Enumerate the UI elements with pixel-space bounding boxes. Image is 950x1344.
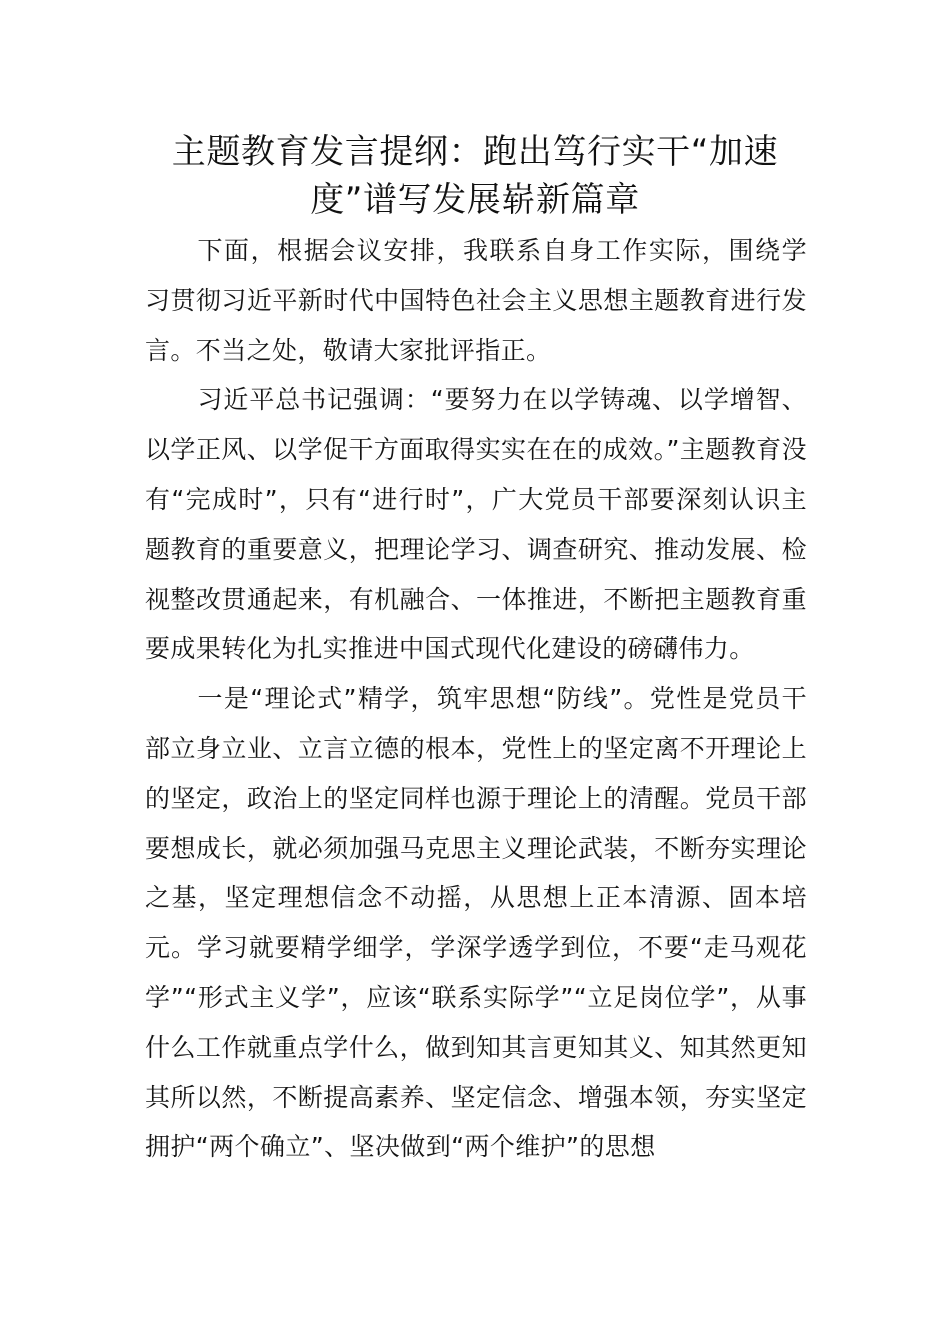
paragraph-intro: 下面，根据会议安排，我联系自身工作实际，围绕学习贯彻习近平新时代中国特色社会主义思想主题教育进行发言。不当之处，敬请大家批评指正。 xyxy=(145,236,807,365)
document-title xyxy=(140,128,810,224)
paragraph-quote: 习近平总书记强调：“要努力在以学铸魂、以学增智、以学正风、以学促干方面取得实实在在的成效。”主题教育没有“完成时”，只有“进行时”，广大党员干部要深刻认识主题教育的重要意义，把理论学习、调查研究、推动发展、检视整改贯通起来，有机融合、一体推进，不断把主题教育重要成果转化为扎实推进中国式现代化建设的磅礴伟力。 xyxy=(145,385,807,664)
title-line-1: 主题教育发言提纲：跑出笃行实干“加速 xyxy=(171,132,779,172)
title-line-2: 度”谱写发展崭新篇章 xyxy=(310,180,640,220)
document-body xyxy=(145,226,807,1172)
paragraph-point-one: 一是“理论式”精学，筑牢思想“防线”。党性是党员干部立身立业、立言立德的根本，党性上的坚定离不开理论上的坚定，政治上的坚定同样也源于理论上的清醒。党员干部要想成长，就必须加强马克思主义理论武装，不断夯实理论之基，坚定理想信念不动摇，从思想上正本清源、固本培元。学习就要精学细学，学深学透学到位，不要“走马观花学”“形式主义学”，应该“联系实际学”“立足岗位学”，从事什么工作就重点学什么，做到知其言更知其义、知其然更知其所以然，不断提高素养、坚定信念、增强本领，夯实坚定拥护“两个确立”、坚决做到“两个维护”的思想 xyxy=(145,684,807,1162)
